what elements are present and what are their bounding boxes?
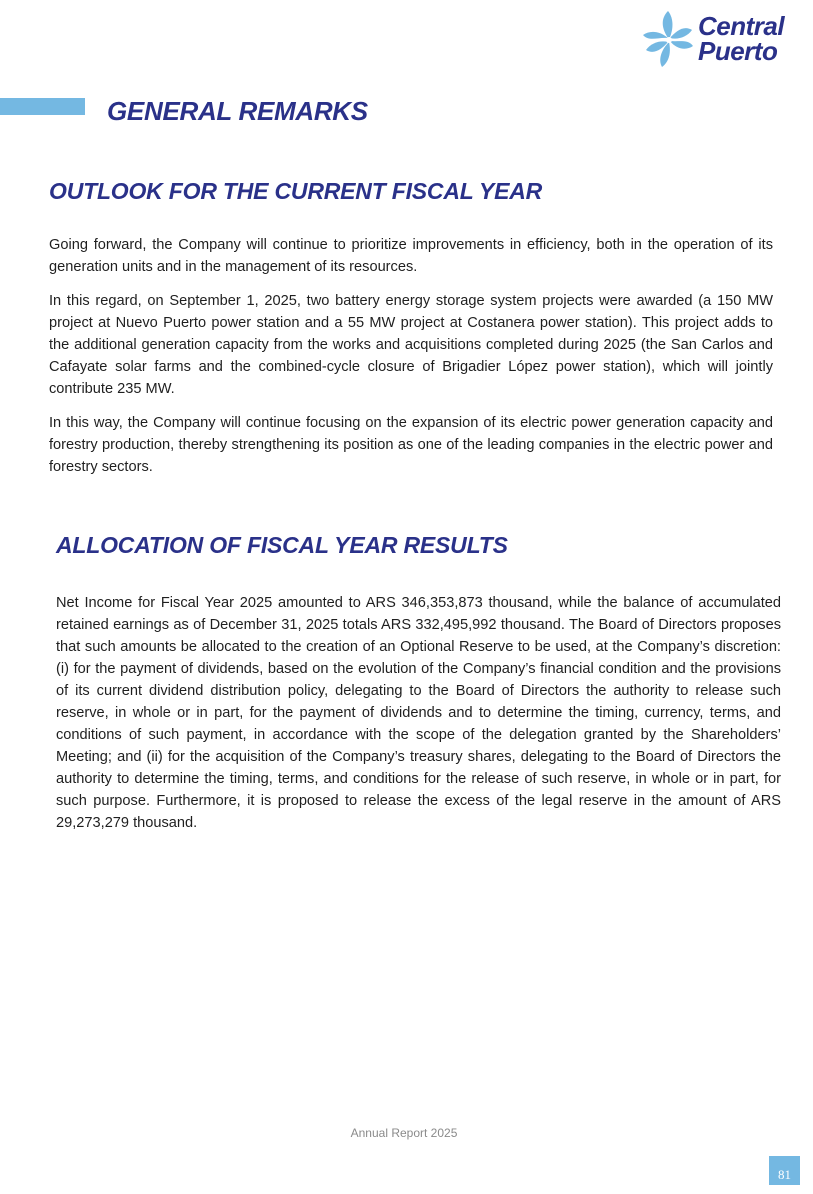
logo-text-line2: Puerto (698, 36, 778, 66)
section-accent-bar (0, 98, 85, 115)
outlook-paragraph: Going forward, the Company will continue to prioritize improvements in efficiency, both in the operation of its generation units and in the management of its resources. (49, 237, 773, 275)
section-title: GENERAL REMARKS (107, 96, 368, 126)
page-number: 81 (769, 1156, 800, 1185)
company-logo (640, 9, 805, 71)
logo-text-line1: Central (698, 11, 785, 41)
turbine-logo-icon (640, 9, 696, 71)
footer-text: Annual Report 2025 (350, 1126, 458, 1140)
outlook-body (49, 234, 773, 490)
allocation-heading: ALLOCATION OF FISCAL YEAR RESULTS (56, 532, 508, 558)
allocation-body (56, 592, 781, 846)
outlook-paragraph: In this way, the Company will continue focusing on the expansion of its electric power generation capacity and forestry production, thereby strengthening its position as one of the leading companies in the electric power and forestry sectors. (49, 415, 773, 475)
allocation-paragraph: Net Income for Fiscal Year 2025 amounted to ARS 346,353,873 thousand, while the balance of accumulated retained earnings as of December 31, 2025 totals ARS 332,495,992 thousand. The Board of Directors proposes that such amounts be allocated to the creation of an Optional Reserve to be used, at the Company’s discretion: (i) for the payment of dividends, based on the evolution of the Company’s financial condition and the provisions of its current dividend distribution policy, delegating to the Board of Directors the authority to release such reserve, in whole or in part, for the payment of dividends and to determine the timing, currency, terms, and conditions of such payment, in accordance with the scope of the delegation granted by the Shareholders’ Meeting; and (ii) for the acquisition of the Company’s treasury shares, delegating to the Board of Directors the authority to determine the timing, terms, and conditions for the release of such reserve, in whole or in part, for such purpose. Furthermore, it is proposed to release the excess of the legal reserve in the amount of ARS 29,273,279 thousand. (56, 595, 781, 831)
outlook-heading: OUTLOOK FOR THE CURRENT FISCAL YEAR (49, 178, 543, 204)
outlook-paragraph: In this regard, on September 1, 2025, two battery energy storage system projects were awarded (a 150 MW project at Nuevo Puerto power station and a 55 MW project at Costanera power station). This project adds to the additional generation capacity from the works and acquisitions completed during 2025 (the San Carlos and Cafayate solar farms and the combined-cycle closure of Brigadier López power station), which will jointly contribute 235 MW. (49, 293, 773, 397)
